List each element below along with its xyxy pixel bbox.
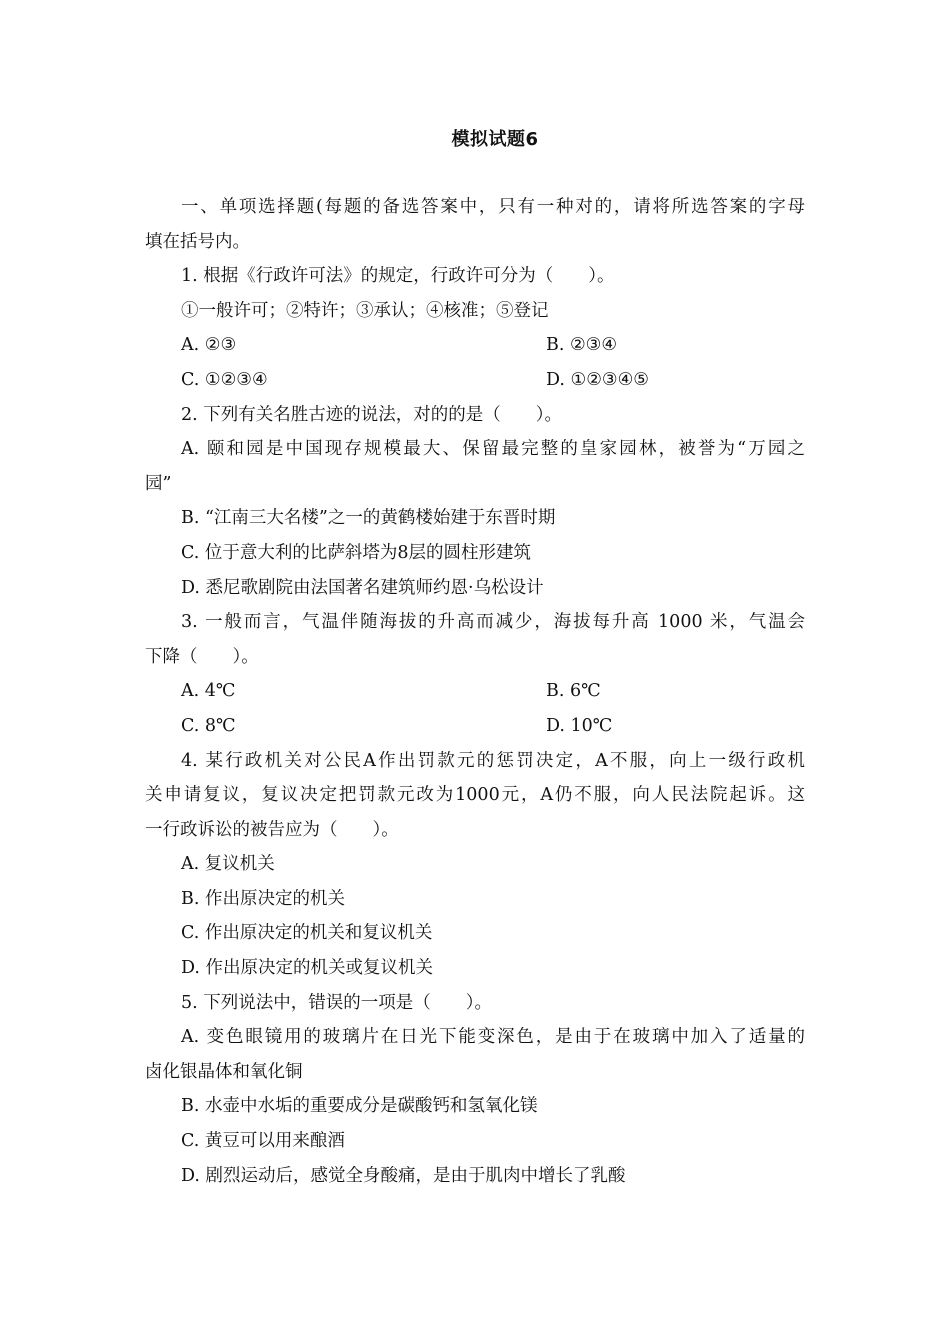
question-2-option-c: C. 位于意大利的比萨斜塔为8层的圆柱形建筑 [181, 542, 532, 563]
question-3-option-d: D. 10℃ [546, 715, 613, 736]
question-2-option-a-cont: 园” [145, 473, 172, 494]
question-3-options-row-1 [145, 674, 805, 709]
section-heading-cont: 填在括号内。 [145, 231, 250, 252]
question-3-options-row-2 [145, 709, 805, 744]
question-1-option-b: B. ②③④ [546, 335, 618, 356]
question-3-stem: 3. 一般而言，气温伴随海拔的升高而减少，海拔每升高 1000 米，气温会 [181, 612, 805, 633]
question-5-option-b: B. 水壶中水垢的重要成分是碳酸钙和氢氧化镁 [181, 1096, 538, 1117]
question-3-option-b: B. 6℃ [546, 681, 601, 702]
section-heading: 一、单项选择题(每题的备选答案中，只有一种对的，请将所选答案的字母 [181, 197, 805, 217]
exam-content [145, 190, 805, 1193]
question-3-option-c: C. 8℃ [181, 715, 236, 736]
question-5-option-a: A. 变色眼镜用的玻璃片在日光下能变深色，是由于在玻璃中加入了适量的 [181, 1027, 805, 1048]
question-5-option-a-cont: 卤化银晶体和氧化铜 [145, 1061, 303, 1082]
question-1-options-row-1 [145, 328, 805, 363]
question-1-option-c: C. ①②③④ [181, 369, 268, 390]
question-1-stem: 1. 根据《行政许可法》的规定，行政许可分为（ ）。 [181, 266, 615, 287]
question-4-option-d: D. 作出原决定的机关或复议机关 [181, 958, 434, 979]
question-5-option-c: C. 黄豆可以用来酿酒 [181, 1131, 345, 1152]
question-1-options-row-2 [145, 363, 805, 398]
question-4-option-b: B. 作出原决定的机关 [181, 888, 345, 909]
question-4-stem-cont: 关申请复议，复议决定把罚款元改为1000元，A仍不服，向人民法院起诉。这 [145, 785, 805, 806]
question-3-option-a: A. 4℃ [181, 681, 236, 702]
question-5-option-d: D. 剧烈运动后，感觉全身酸痛，是由于肌肉中增长了乳酸 [181, 1165, 626, 1186]
question-2-option-a: A. 颐和园是中国现存规模最大、保留最完整的皇家园林，被誉为“万园之 [181, 439, 805, 460]
question-4-option-a: A. 复议机关 [181, 854, 275, 875]
page-title: 模拟试题6 [451, 129, 539, 150]
question-4-option-c: C. 作出原决定的机关和复议机关 [181, 923, 433, 944]
question-3-stem-cont: 下降（ ）。 [145, 646, 259, 667]
question-5-stem: 5. 下列说法中，错误的一项是（ ）。 [181, 992, 493, 1013]
question-1-option-a: A. ②③ [181, 335, 237, 356]
question-2-option-d: D. 悉尼歌剧院由法国著名建筑师约恩·乌松设计 [181, 577, 544, 598]
question-4-stem-cont2: 一行政诉讼的被告应为（ ）。 [145, 819, 399, 840]
question-1-note: ①一般许可；②特许；③承认；④核准；⑤登记 [181, 300, 549, 321]
question-4-stem: 4. 某行政机关对公民A作出罚款元的惩罚决定，A不服，向上一级行政机 [181, 750, 805, 771]
question-1-option-d: D. ①②③④⑤ [546, 369, 649, 390]
question-2-stem: 2. 下列有关名胜古迹的说法，对的的是（ ）。 [181, 404, 563, 425]
question-2-option-b: B. “江南三大名楼”之一的黄鹤楼始建于东晋时期 [181, 508, 556, 529]
